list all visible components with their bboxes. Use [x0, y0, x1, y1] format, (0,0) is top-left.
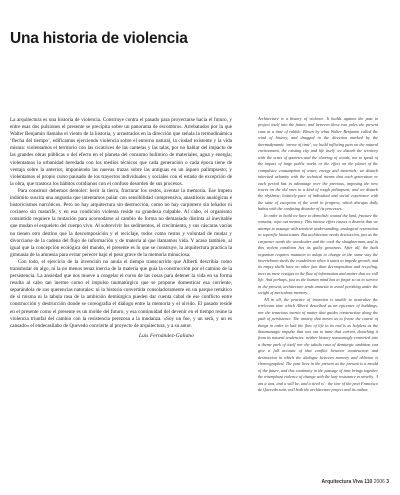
- english-text-column: [258, 116, 378, 473]
- spanish-text-column: [10, 117, 232, 477]
- english-paragraph: In order to build we have to demolish: wound the land, fracture the remains, wipe out memory. This intense effort causes a distress that we attempt to assuage with sensitive understanding, analogical restoration or soporific historicisms. But architecture needs destruction, just as the carpenter needs the woodcutter and the cook the slaughterman, and in this violent condition lies its guilty greatness. After all, the built organism requires mutation to adapt to change in the same way the invertebrate sheds the exoskeleton when it starts to impede growth, and its empty shells have no other fate than decomposition and recycling, inert as mere vestiges in the flow of information and matter that we call life. And perhaps, just as the human mind has to forget so as to survive in the present, architecture tends amnesia to avoid perishing under the weight of meticulous memory.: [258, 212, 378, 296]
- magazine-name: Arquitectura Viva 110: [321, 479, 373, 485]
- issue-year: 2006: [373, 479, 385, 485]
- page-number: 3: [386, 479, 389, 485]
- spanish-paragraph: Para construir debemos demoler: herir la tierra, fracturar los restos, aventar la memoria. Ese ímpetu indómito suscita una angustia que intentamos paliar con sensibilidad comprensiva, anastilosis analógicas e historicismos narcóticos. Pero no hay arquitectura sin destrucción, como no hay carpintero sin leñador ni cocinero sin matarife, y en esa condición violenta reside su grandeza culpable. Al cabo, el organismo consintido requiere la mutación para acomodarse al cambio de forma no demasiado distinta al inevitable que mudan el esqueleto del cuerpo vivo. Al sobrevivir los sedimentos, el crecimiento, y sus cáscaras vacías no tienen otro destino que la descomposición y el reciclaje, todos como restos y voluntad de mudar y divorciarse de la cadena del flujo de información y de materia al que llamamos vida. Y acaso también, al igual que la concepción ecológica del mundo, el presente es lo que se construye, la arquitectura practica la gimnasia de la amnesia para evitar perecer bajo el peso grave de la memoria minuciosa.: [10, 187, 232, 258]
- page-footer: [322, 479, 389, 485]
- article-title: Una historia de violencia: [10, 30, 188, 47]
- english-paragraph: All in all, the practice of invention is unable to neutralize the irrelevant time which Alberti described as an epicenter of buildings, nor the tenacious inertia of matter that guides construction along the path of persistence. The anxiety that moves us to freeze the course of things in order to halt the flow of life in its end is as helpless as the thaumaturgic impulse that sets out to tame that current, detaching it from its natural tendencies: neither history reassuringly converted into a theme park of itself nor the tabula rasa of demiurgic ambition can give a full account of that conflict between construction and destruction in which the dialogue between memory and oblivion is choreographed. The past lives in the present as the present is a mould of the future, and this continuity in the passage of time brings together the triumphant violence of change with the lazy resistance to novelty. ‘I am a was, and a will be, and a tired is’: the line of the poet Francisco de Quevedo suits well both the architecture project and its author.: [258, 296, 378, 393]
- english-paragraph: Architecture is a history of violence. It builds against the past to project itself into the future, and between these two poles the present runs at a time of rubble. Blown by what Walter Benjamin called the wind of history, and dragged in the direction marked by the thermodynamic ‘arrow of time’, we build inflicting pain on the natural environment, the existing city and life itself: we disturb the territory with the scars of quarries and the clearing of woods, not to speak of the impact of large public works or the effect on the planet of the compulsive consumption of water, energy and materials; we disturb inherited urbanity with the technical means that each generation or each period has in advantage over the previous, imposing the new traces on the old ones in a kind of rough palimpsest; and we disturb the rhythmic, leisurely pace of individual and social experience with the state of exception of the work in progress, which disrupts daily habits with the confusing disorder of its processes.: [258, 116, 378, 212]
- spanish-paragraph: Con todo, el ejercicio de la invención no anula el tiempo transcurrido que Alberti describía como transmutar en algo, ni la no menos tenaz inercia de la materia que guía la construcción por el camino de la persistencia. La ansiedad que nos mueve a congelar el curso de las cosas para detener la vida en su forma resulta al cabo tan inerme como el impulso taumatúrgico que se propone domesticar esa corriente, separándola de sus querencias naturales: ni la historia convertida consoladoramente en un parque temático de sí misma ni la tabula rasa de la ambición demiúrgica pueden dar cuenta cabal de ese conflicto entre construcción y destrucción donde se coreografía el diálogo entre la memoria y el olvido. El pasado reside en el presente como el presente es un molde del futuro, y esa continuidad del devenir en el tiempo reúne la violencia triunfal del cambio con la resistencia perezosa a la mudanza. «Soy un fue, y un será, y un es cansado» el endecasílabo de Quevedo convierte al proyecto de arquitectura, y a su autor.: [10, 258, 232, 329]
- spanish-paragraph: La arquitectura es una historia de violencia. Construye contra el pasado para proyectarse hacia el futuro, y entre esas dos pulsiones el presente se precipita sobre un panorama de escombros. Arrebatados por la que Walter Benjamin llamaba el viento de la historia, y arrastrados en la dirección que señala la termodinámica ‘flecha del tiempo’, edificamos ejerciendo violencia sobre el entorno natural, la ciudad existente y la vida misma: violentamos el territorio con las cicatrices de las canteras y las talas, por no hablar del impacto de las grandes obras públicas o del efecto en el planeta del consumo bulímico de materiales, agua y energía; violentamos la urbanidad heredada con los medios técnicos que cada generación o cada época tiene de ventaja sobre la anterior, imponiendo las nuevas trazas sobre las antiguas en un ásparo palimpsesto; y violentamos el propio curso pausado de los trayectos individuales y sociales con el estado de excepción de la obra, que trastoca los hábitos cotidianos con el confuso desorden de sus procesos.: [10, 117, 232, 187]
- author-signature: Luis Fernández-Galiano: [138, 332, 194, 339]
